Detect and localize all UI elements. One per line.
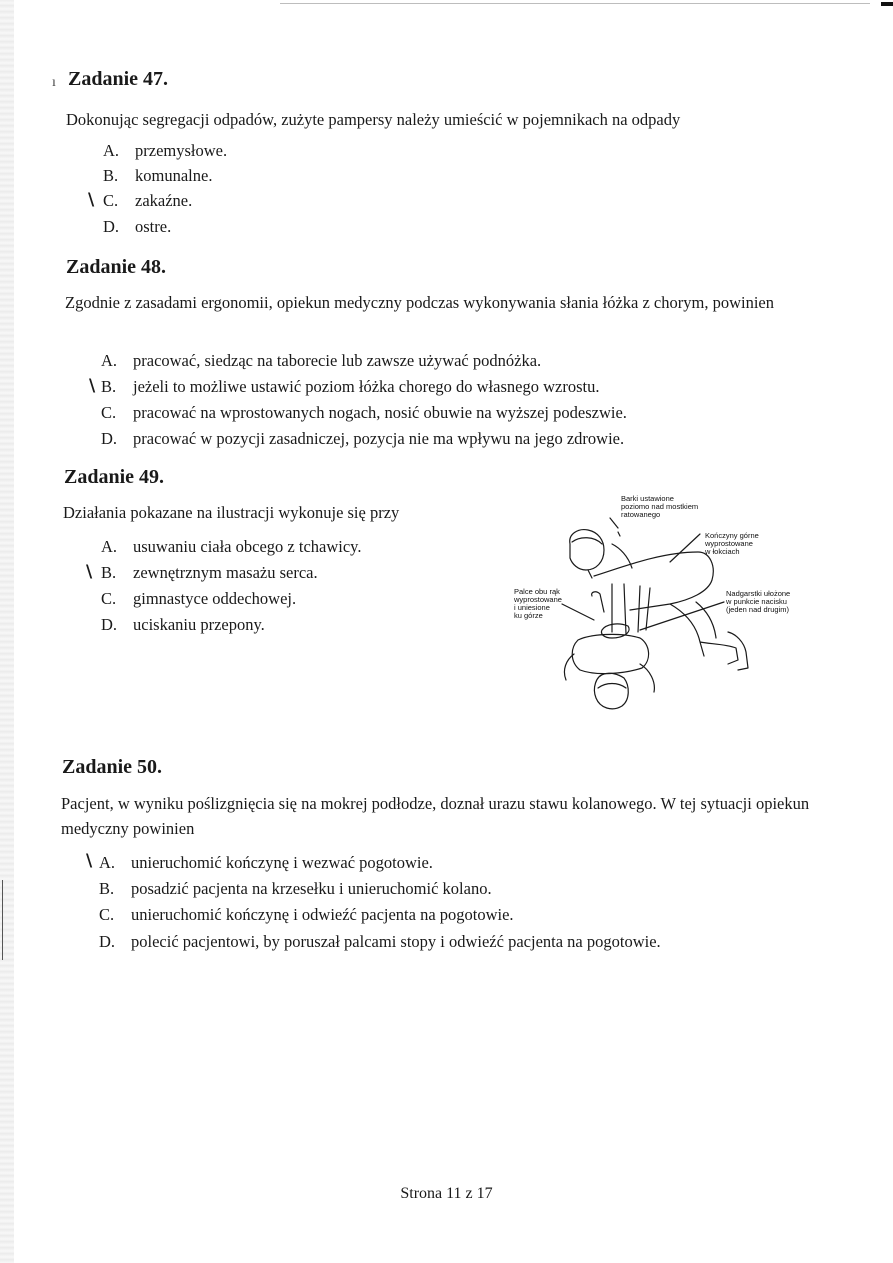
option-letter: C. — [99, 905, 115, 924]
option-text: ostre. — [135, 217, 172, 236]
rescuer-arms — [612, 584, 650, 634]
option-text: polecić pacjentowi, by poruszał palcami stopy i odwieźć pacjenta na pogotowie. — [131, 932, 661, 951]
task-question: Pacjent, w wyniku poślizgnięcia się na mokrej podłodze, doznał urazu stawu kolanowego. W tej sytuacji opiekun medyczny powinien — [61, 794, 810, 838]
answer-option — [101, 537, 361, 557]
answer-option-marked — [99, 853, 433, 873]
answer-option — [103, 217, 171, 237]
figure-label-wrists: Nadgarstki ułożone w punkcie nacisku (jeden nad drugim) — [726, 589, 791, 614]
task-heading: Zadanie 50. — [62, 756, 163, 778]
option-letter: D. — [99, 932, 116, 951]
option-letter: B. — [99, 879, 115, 898]
task-heading: Zadanie 48. — [66, 256, 167, 278]
rescuer-head — [570, 530, 604, 570]
answer-tick-mark: \ — [88, 190, 95, 210]
answer-tick-mark: \ — [86, 851, 93, 871]
answer-option — [99, 932, 661, 952]
option-letter: A. — [103, 141, 120, 160]
option-letter: C. — [101, 403, 117, 422]
answer-tick-mark: \ — [86, 562, 93, 582]
answer-option-marked — [101, 377, 599, 397]
option-letter: A. — [101, 351, 118, 370]
scan-mark — [881, 2, 893, 6]
option-text: zakaźne. — [135, 191, 193, 210]
scan-mark — [2, 880, 3, 960]
task-heading: Zadanie 47. — [68, 68, 169, 90]
cpr-illustration — [500, 492, 830, 717]
answer-option — [101, 429, 624, 449]
option-letter: B. — [103, 166, 119, 185]
option-letter: D. — [103, 217, 120, 236]
leader-line — [610, 518, 618, 528]
figure-label-shoulders: Barki ustawione poziomo nad mostkiem ratowanego — [621, 494, 699, 519]
option-text: pracować, siedząc na taborecie lub zawsze używać podnóżka. — [133, 351, 542, 370]
task-question: Dokonując segregacji odpadów, zużyte pampersy należy umieścić w pojemnikach na odpady — [66, 110, 681, 129]
answer-option — [101, 351, 541, 371]
stray-pen-mark: ı — [52, 75, 56, 90]
answer-option-marked — [101, 563, 318, 583]
option-text: unieruchomić kończynę i odwieźć pacjenta na pogotowie. — [131, 905, 514, 924]
option-text: unieruchomić kończynę i wezwać pogotowie. — [131, 853, 433, 872]
answer-tick-mark: \ — [89, 376, 96, 396]
option-letter: C. — [103, 191, 119, 210]
answer-option — [101, 589, 296, 609]
option-text: zewnętrznym masażu serca. — [133, 563, 318, 582]
leader-line — [670, 534, 700, 562]
figure-label-fingers: Palce obu rąk wyprostowane i uniesione ku górze — [514, 587, 562, 620]
answer-option — [99, 905, 514, 925]
leader-line — [562, 604, 594, 620]
option-text: usuwaniu ciała obcego z tchawicy. — [133, 537, 362, 556]
option-text: komunalne. — [135, 166, 213, 185]
option-letter: A. — [101, 537, 118, 556]
option-letter: D. — [101, 429, 118, 448]
patient-head — [594, 673, 628, 709]
task-heading: Zadanie 49. — [64, 466, 165, 488]
scan-edge-left — [0, 0, 14, 1263]
answer-option — [101, 403, 627, 423]
answer-option — [101, 615, 265, 635]
figure-label-arms: Kończyny górne wyprostowane w łokciach — [705, 531, 759, 556]
option-letter: D. — [101, 615, 118, 634]
answer-option — [103, 166, 212, 186]
option-letter: C. — [101, 589, 117, 608]
page-number: Strona 11 z 17 — [400, 1185, 493, 1202]
task-question: Zgodnie z zasadami ergonomii, opiekun medyczny podczas wykonywania słania łóżka z chorym, powinien — [65, 293, 774, 312]
option-text: gimnastyce oddechowej. — [133, 589, 297, 608]
option-letter: A. — [99, 853, 116, 872]
answer-option — [103, 141, 227, 161]
option-text: pracować w pozycji zasadniczej, pozycja nie ma wpływu na jego zdrowie. — [133, 429, 625, 448]
patient-torso — [572, 634, 648, 673]
option-letter: B. — [101, 563, 117, 582]
answer-option — [99, 879, 492, 899]
option-text: posadzić pacjenta na krzesełku i unieruchomić kolano. — [131, 879, 492, 898]
option-letter: B. — [101, 377, 117, 396]
answer-option-marked — [103, 191, 192, 211]
task-question: Działania pokazane na ilustracji wykonuje się przy — [63, 503, 400, 522]
option-text: pracować na wprostowanych nogach, nosić obuwie na wyższej podeszwie. — [133, 403, 627, 422]
option-text: uciskaniu przepony. — [133, 615, 265, 634]
scan-line-top — [280, 3, 870, 4]
option-text: przemysłowe. — [135, 141, 228, 160]
option-text: jeżeli to możliwe ustawić poziom łóżka chorego do własnego wzrostu. — [133, 377, 600, 396]
